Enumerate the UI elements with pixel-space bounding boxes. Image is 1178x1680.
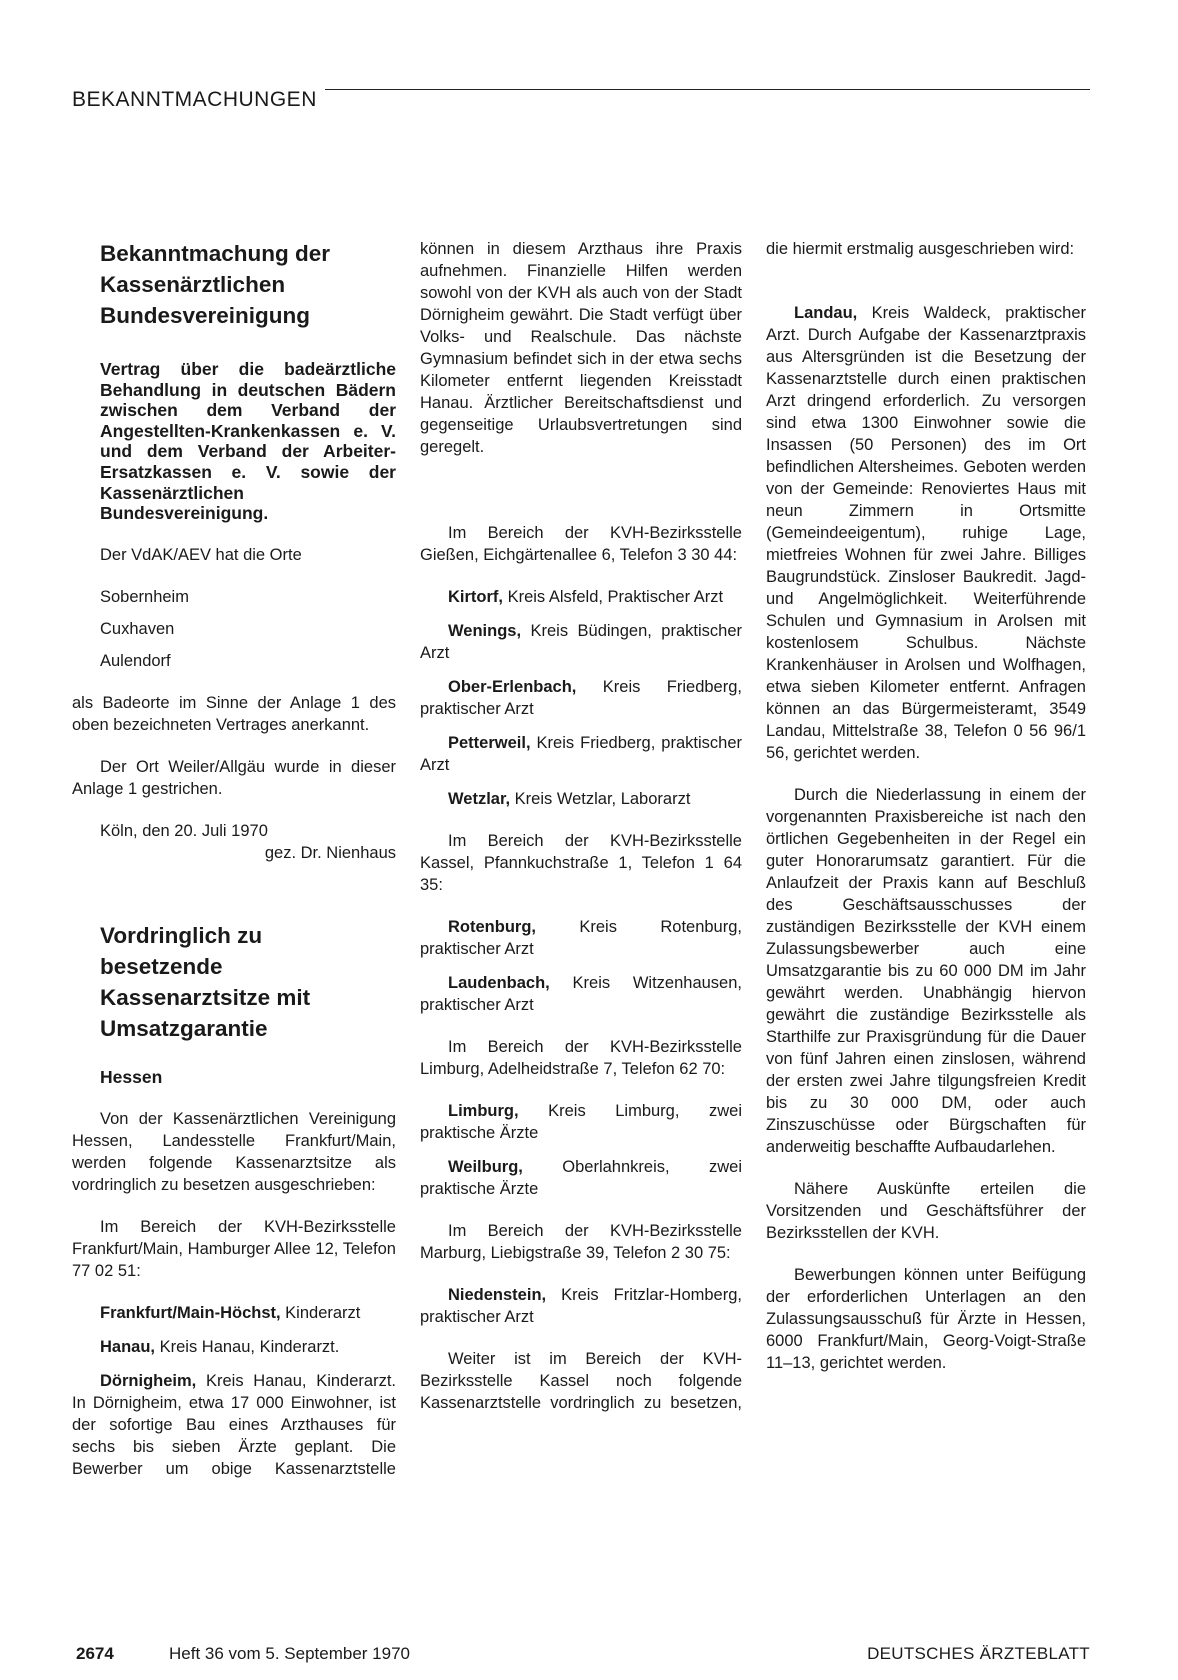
kassel-additional: Weiter ist im Bereich der KVH-Bezirksstelle Kassel noch folgende Kassenarztstelle vordringlich zu besetzen,: [420, 1350, 742, 1412]
page-header: [72, 80, 1090, 110]
place-item: Sobernheim: [100, 587, 189, 606]
entry-weilburg: Weilburg, Oberlahnkreis, zwei praktische Ärzte: [420, 1158, 742, 1198]
entry-rotenburg: Rotenburg, Kreis Rotenburg, praktischer Arzt: [420, 918, 742, 958]
journal-name: DEUTSCHES ÄRZTEBLATT: [867, 1644, 1090, 1663]
article2-title-line: Vordringlich zu: [100, 922, 263, 948]
entry-frankfurt-hoechst: Frankfurt/Main-Höchst, Kinderarzt: [100, 1303, 361, 1322]
entry-doernigheim: Dörnigheim, Kreis Hanau, Kinderarzt. In Dörnigheim, etwa 17 000 Einwohner, ist der sofortige Bau eines Arzthauses für sechs bis sieben Ärzte geplant. Die Bewerber um obige Kassenarztstelle: [72, 1371, 396, 1478]
article1-subtitle: Vertrag über die badeärztliche Behandlung in deutschen Bädern zwischen dem Verband der Angestellten-Krankenkassen e. V. und dem Verband der Arbeiter-Ersatzkassen e. V. sowie der Kassenärztlichen Bundesvereinigung.: [100, 359, 396, 524]
entry-laudenbach: Laudenbach, Kreis Witzenhausen, praktischer Arzt: [420, 974, 742, 1014]
entry-hanau: Hanau, Kreis Hanau, Kinderarzt.: [100, 1337, 340, 1356]
article1-title-line: Bekanntmachung der: [100, 241, 331, 266]
column-3: [766, 238, 1086, 1374]
office-frankfurt: Im Bereich der KVH-Bezirksstelle Frankfurt/Main, Hamburger Allee 12, Telefon 77 02 51:: [72, 1217, 396, 1280]
column-1: [72, 238, 396, 1480]
kassel-additional-continued: die hiermit erstmalig ausgeschrieben wird:: [766, 240, 1075, 258]
office-kassel: Im Bereich der KVH-Bezirksstelle Kassel, Pfannkuchstraße 1, Telefon 1 64 35:: [420, 832, 742, 894]
entry-landau: Landau, Kreis Waldeck, praktischer Arzt. Durch Aufgabe der Kassenarztpraxis aus Altersgründen ist die Besetzung der Kassenarztstelle durch einen praktischen Arzt dringend erforderlich. Zu versorgen sind etwa 1300 Einwohner sowie die Insassen (50 Personen) des im Ort befindlichen Altersheimes. Geboten werden von der Gemeinde: Renoviertes Haus mit neun Zimmern in Ortsmitte (Gemeindeeigentum), ruhige Lage, mietfreies Wohnen für zwei Jahre. Billiges Baugrundstück. Zinsloser Baukredit. Jagd- und Angelmöglichkeit. Weiterführende Schulen und Gymnasium in Arolsen mit kostenlosem Schulbus. Nächste Krankenhäuser in Arolsen und Wolfhagen, etwa sieben Kilometer entfernt. Anfragen können an das Bürgermeisteramt, 3549 Landau, Mittelstraße 38, Telefon 0 56 96/1 56, gerichtet werden.: [766, 304, 1086, 762]
article1-removed: Der Ort Weiler/Allgäu wurde in dieser Anlage 1 gestrichen.: [72, 757, 396, 798]
page-footer: [76, 1644, 1090, 1668]
place-item: Cuxhaven: [100, 619, 175, 638]
entry-wetzlar: Wetzlar, Kreis Wetzlar, Laborarzt: [448, 790, 691, 808]
article1-title: [72, 238, 396, 331]
column-2: [420, 238, 742, 1414]
article2-title-line: besetzende: [100, 953, 223, 979]
article2-title: [72, 920, 396, 1044]
article2-title-line: Kassenarztsitze mit: [100, 984, 311, 1010]
page-number: 2674: [76, 1644, 114, 1663]
entry-niedenstein: Niedenstein, Kreis Fritzlar-Homberg, praktischer Arzt: [420, 1286, 742, 1326]
guarantee-text: Durch die Niederlassung in einem der vorgenannten Praxisbereiche ist nach den örtlichen Gegebenheiten in der Regel ein guter Honorarumsatz garantiert. Für die Anlaufzeit der Praxis kann auf Beschluß des Geschäftsausschusses der zuständigen Bezirksstelle der KVH einem Zulassungsbewerber auch eine Umsatzgarantie bis zu 60 000 DM im Jahr gewährt werden. Unabhängig hiervon gewährt die zuständige Bezirksstelle als Starthilfe zur Praxisgründung für die Dauer von fünf Jahren einen zinslosen, während der ersten zwei Jahre tilgungsfreien Kredit bis zu 30 000 DM, oder auch Zinszuschüsse oder Bürgschaften für anderweitig beschaffte Aufbaudarlehen.: [766, 786, 1086, 1156]
article1-intro: Der VdAK/AEV hat die Orte: [100, 545, 302, 564]
region-heading: Hessen: [100, 1066, 163, 1087]
entry-wenings: Wenings, Kreis Büdingen, praktischer Arzt: [420, 622, 742, 662]
office-marburg: Im Bereich der KVH-Bezirksstelle Marburg, Liebigstraße 39, Telefon 2 30 75:: [420, 1222, 742, 1262]
signature: gez. Dr. Nienhaus: [264, 843, 396, 862]
entry-petterweil: Petterweil, Kreis Friedberg, praktischer Arzt: [420, 734, 742, 774]
office-limburg: Im Bereich der KVH-Bezirksstelle Limburg, Adelheidstraße 7, Telefon 62 70:: [420, 1038, 742, 1078]
article1-recognized: als Badeorte im Sinne der Anlage 1 des oben bezeichneten Vertrages anerkannt.: [72, 693, 396, 734]
entry-limburg: Limburg, Kreis Limburg, zwei praktische Ärzte: [420, 1102, 742, 1142]
office-giessen: Im Bereich der KVH-Bezirksstelle Gießen, Eichgärtenallee 6, Telefon 3 30 44:: [420, 524, 742, 564]
article2-title-line: Umsatzgarantie: [100, 1015, 268, 1041]
entry-doernigheim-continued: können in diesem Arzthaus ihre Praxis aufnehmen. Finanzielle Hilfen werden sowohl von der KVH als auch von der Stadt Dörnigheim gewährt. Die Stadt verfügt über Volks- und Realschule. Das nächste Gymnasium befindet sich in der etwa sechs Kilometer entfernt liegenden Kreisstadt Hanau. Ärztlicher Bereitschaftsdienst und gegenseitige Urlaubsvertretungen sind geregelt.: [420, 240, 742, 456]
article1-title-line: Bundesvereinigung: [100, 303, 311, 328]
applications-text: Bewerbungen können unter Beifügung der erforderlichen Unterlagen an den Zulassungsausschuß für Ärzte in Hessen, 6000 Frankfurt/Main, Georg-Voigt-Straße 11–13, gerichtet werden.: [766, 1266, 1086, 1372]
issue-info: Heft 36 vom 5. September 1970: [169, 1644, 410, 1663]
section-title: BEKANNTMACHUNGEN: [72, 88, 317, 111]
place-date: Köln, den 20. Juli 1970: [100, 821, 268, 840]
place-item: Aulendorf: [100, 651, 171, 670]
article2-intro: Von der Kassenärztlichen Vereinigung Hessen, Landesstelle Frankfurt/Main, werden folgende Kassenarztsitze als vordringlich zu besetzen ausgeschrieben:: [72, 1109, 396, 1194]
entry-ober-erlenbach: Ober-Erlenbach, Kreis Friedberg, praktischer Arzt: [420, 678, 742, 718]
info-text: Nähere Auskünfte erteilen die Vorsitzenden und Geschäftsführer der Bezirksstellen der KVH.: [766, 1180, 1086, 1242]
article1-title-line: Kassenärztlichen: [100, 272, 286, 297]
header-rule: [325, 89, 1090, 90]
entry-kirtorf: Kirtorf, Kreis Alsfeld, Praktischer Arzt: [448, 588, 724, 606]
